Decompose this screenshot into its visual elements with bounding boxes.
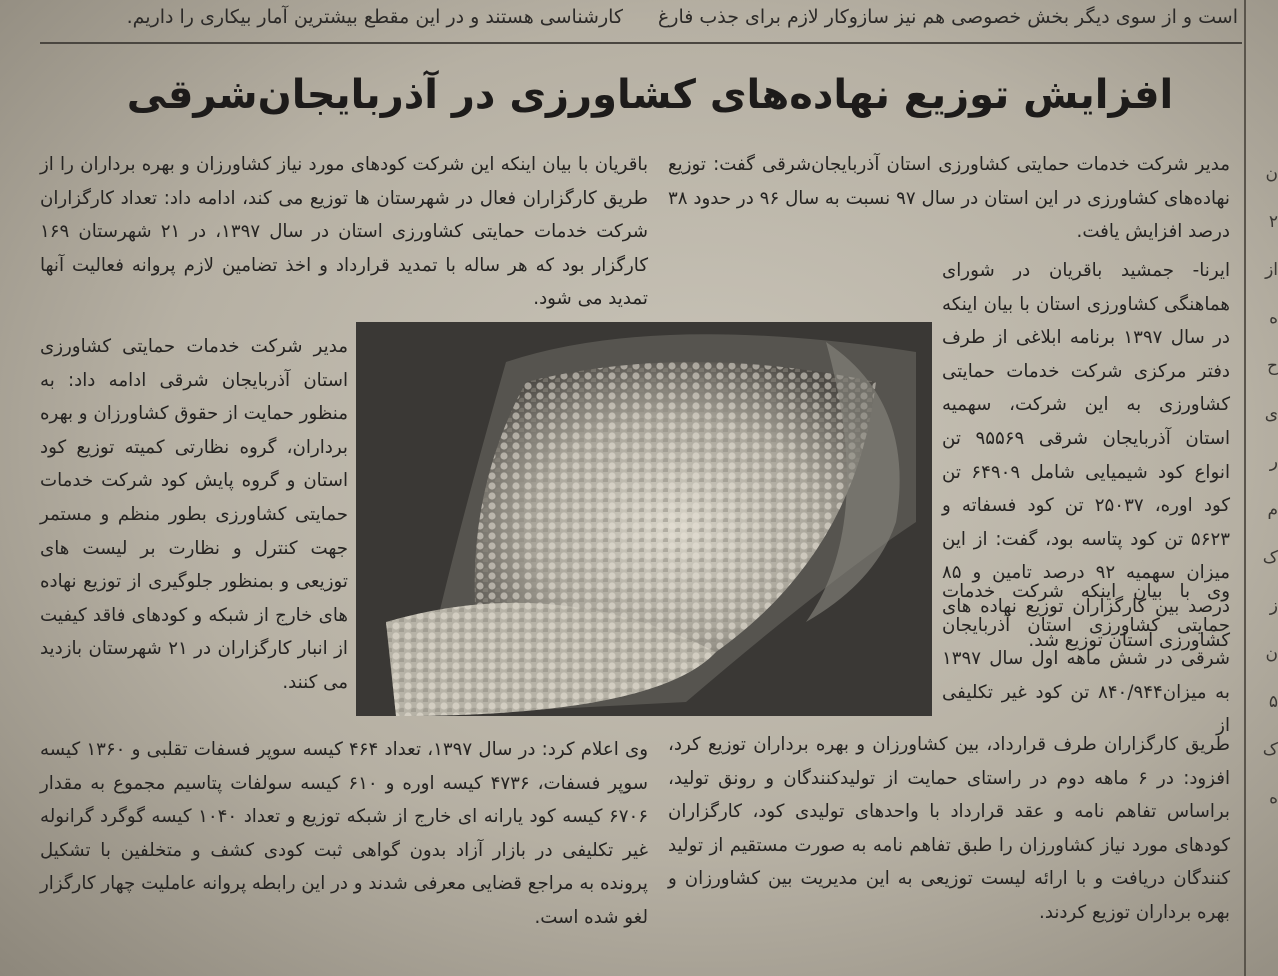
fertilizer-granules-image <box>356 322 932 716</box>
column-rule <box>1244 0 1246 976</box>
edge-glyph: م <box>1267 500 1278 520</box>
article-paragraph-violations: وی اعلام کرد: در سال ۱۳۹۷، تعداد ۴۶۴ کیسه سوپر فسفات تقلبی و ۱۳۶۰ کیسه سوپر فسفات، ۴۷۳۶ کیسه اوره و ۶۱۰ کیسه سولفات پتاسیم مجموع به مقدار ۶۷۰۶ کیسه کود یارانه ای خارج از شبکه توزیع و تعداد ۱۰۴۰ کیسه گوگرد گرانوله غیر تکلیفی در بازار آزاد بدون گواهی ثبت کودی کشف و متخلفین با تشکیل پرونده به مراجع قضایی معرفی شدند و در این رابطه پروانه عاملیت چهار کارگزار لغو شده است. <box>40 739 649 928</box>
edge-glyph: ه <box>1269 788 1278 808</box>
header-rule <box>40 42 1242 44</box>
edge-glyph: ک <box>1262 740 1278 760</box>
edge-glyph: ک <box>1262 548 1278 568</box>
article-paragraph-distribution-cont: طریق کارگزاران طرف قرارداد، بین کشاورزان و بهره برداران توزیع کرد، افزود: در ۶ ماهه دوم در راستای حمایت از تولیدکنندگان و رونق تولید، براساس تفاهم نامه و عقد قرارداد با واحدهای تولیدی کود، کارگزاران کودهای مورد نیاز کشاورزان را طبق تفاهم نامه به صورت مستقیم از تولید کنندگان دریافت و با ارائه لیست توزیعی به این مدیریت بین کشاورزان و بهره برداران توزیع کردند. <box>668 734 1230 923</box>
article-paragraph-distribution: وی با بیان اینکه شرکت خدمات حمایتی کشاورزی استان آذربایجان شرقی در شش ماهه اول سال ۱۳۹۷ به میزان۸۴۰/۹۴۴ تن کود غیر تکلیفی از <box>942 581 1230 737</box>
article-paragraph-agents: باقریان با بیان اینکه این شرکت کودهای مورد نیاز کشاورزان و بهره برداران را از طریق کارگزاران فعال در شهرستان ها توزیع می کند، ادامه داد: تعداد کارگزاران شرکت خدمات حمایتی کشاورزی استان در سال ۱۳۹۷، در ۲۱ شهرستان ۱۶۹ کارگزار بود که هر ساله با تمدید قرارداد و اخذ تضامین لازم پروانه فعالیت آنها تمدید می شود. <box>40 154 648 310</box>
article-paragraph-monitoring: مدیر شرکت خدمات حمایتی کشاورزی استان آذربایجان شرقی ادامه داد: به منظور حمایت از حقوق کشاورزان و بهره برداران، گروه نظارتی کمیته توزیع کود استان و گروه پایش کود شرکت خدمات حمایتی کشاورزی بطور منظم و مستمر جهت کنترل و نظارت بر لیست های توزیعی و بمنظور جلوگیری از توزیع نهاده های خارج از شبکه و کودهای فاقد کیفیت از انبار کارگزاران در ۲۱ شهرستان بازدید می کنند. <box>40 336 348 693</box>
edge-glyph: ه <box>1269 308 1278 328</box>
top-continuation-left: کارشناسی هستند و در این مقطع بیشترین آمار بیکاری را داریم. <box>126 6 623 28</box>
edge-glyph: ز <box>1269 596 1278 616</box>
fertilizer-photo <box>356 322 932 716</box>
edge-glyph: ی <box>1264 404 1278 424</box>
edge-glyph: ن <box>1265 644 1278 664</box>
edge-glyph: ح <box>1267 356 1278 376</box>
top-continuation-right: است و از سوی دیگر بخش خصوصی هم نیز سازوکار لازم برای جذب فارغ <box>657 6 1238 28</box>
article-headline: افزایش توزیع نهاده‌های کشاورزی در آذربایجان‌شرقی <box>126 72 1174 118</box>
article-paragraph-quota: ایرنا- جمشید باقریان در شورای هماهنگی کشاورزی استان با بیان اینکه در سال ۱۳۹۷ برنامه ابلاغی از طرف دفتر مرکزی شرکت خدمات حمایتی کشاورزی به این شرکت، سهمیه استان آذربایجان شرقی ۹۵۵۶۹ تن انواع کود شیمیایی شامل ۶۴۹۰۹ تن کود اوره، ۲۵۰۳۷ تن کود فسفاته و ۵۶۲۳ تن کود پتاسه بود، گفت: از این میزان سهمیه ۹۲ درصد تامین و ۸۵ درصد بین کارگزاران توزیع نهاده های کشاورزی استان توزیع شد. <box>942 260 1230 651</box>
edge-glyph: ر <box>1269 452 1278 472</box>
edge-glyph: ن <box>1265 164 1278 184</box>
edge-glyph: ۵ <box>1268 692 1278 712</box>
edge-glyph: ۲ <box>1268 212 1278 232</box>
edge-glyph: از <box>1265 260 1278 280</box>
adjacent-column-edge-text <box>1250 150 1278 950</box>
article-lead-paragraph: مدیر شرکت خدمات حمایتی کشاورزی استان آذربایجان‌شرقی گفت: توزیع نهاده‌های کشاورزی در این استان در سال ۹۷ نسبت به سال ۹۶ در حدود ۳۸ درصد افزایش یافت. <box>668 154 1230 243</box>
